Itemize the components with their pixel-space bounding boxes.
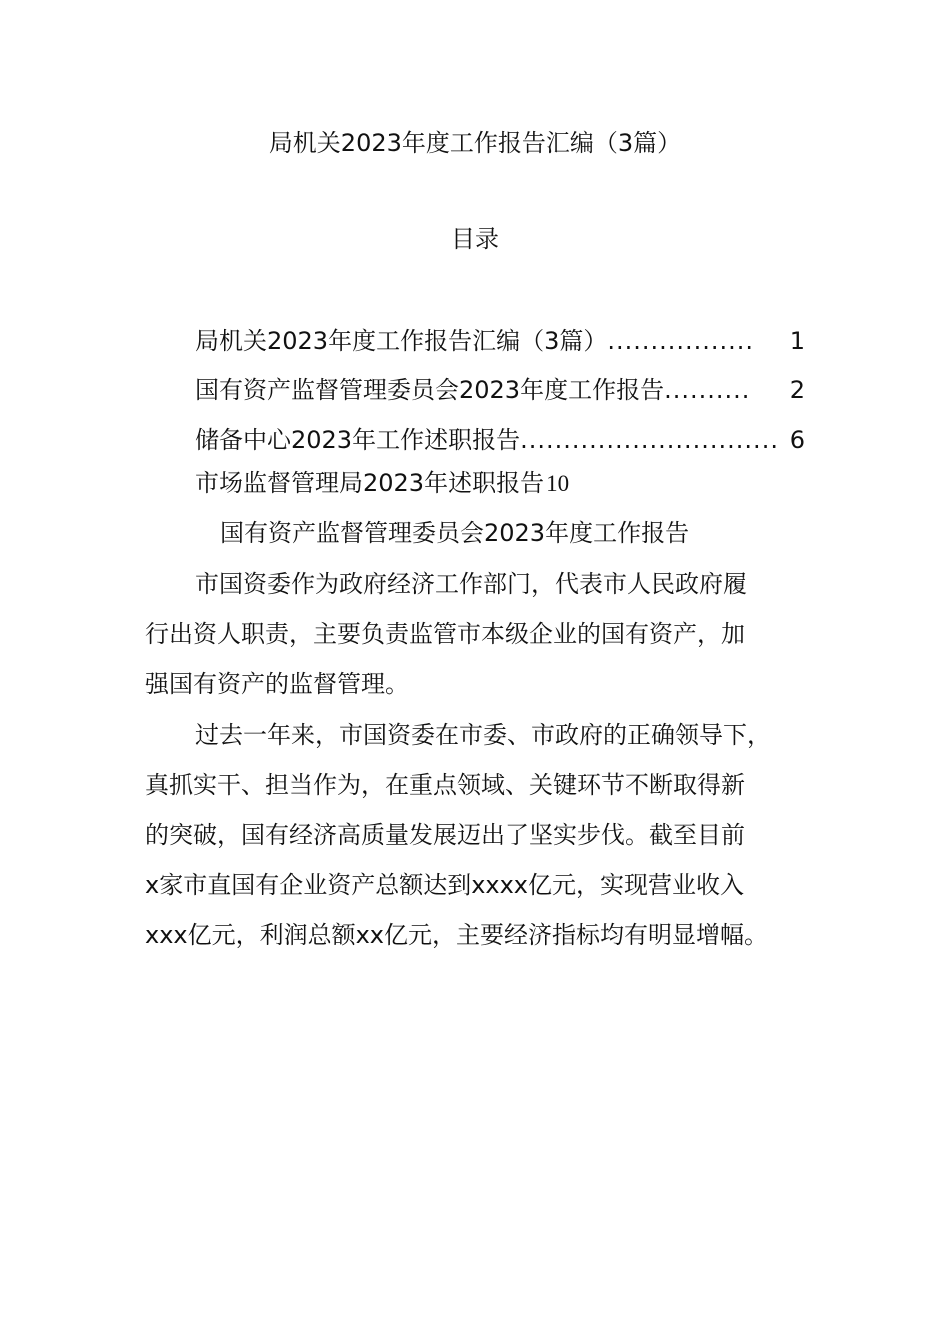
paragraph	[145, 559, 747, 709]
toc-entry-page: 2	[789, 376, 805, 404]
paragraph-line: 行出资人职责，主要负责监管市本级企业的国有资产，加	[145, 620, 745, 648]
paragraph-line: 强国有资产的监督管理。	[145, 670, 409, 698]
paragraph-line: 市国资委作为政府经济工作部门，代表市人民政府履	[195, 570, 747, 598]
toc-entry[interactable]	[195, 373, 805, 407]
toc-entry-leader: .................	[607, 327, 755, 355]
toc-entry-title: 局机关2023年度工作报告汇编（3篇）	[195, 327, 608, 355]
toc-entry-leader: ..........	[664, 376, 751, 404]
document-title: 局机关2023年度工作报告汇编（3篇）	[268, 129, 682, 157]
paragraph-line: xxx亿元，利润总额xx亿元，主要经济指标均有明显增幅。	[145, 921, 769, 949]
toc-entry-leader: ..............................	[520, 426, 779, 454]
section-title: 国有资产监督管理委员会2023年度工作报告	[220, 519, 690, 547]
paragraph-line: 真抓实干、担当作为，在重点领域、关键环节不断取得新	[145, 771, 745, 799]
toc-entry-title: 储备中心2023年工作述职报告	[195, 426, 521, 454]
paragraph	[145, 710, 771, 960]
toc-entry-page: 10	[546, 471, 570, 496]
toc-entry[interactable]	[195, 466, 805, 500]
toc-entry-page: 1	[789, 327, 805, 355]
toc-entry-title: 国有资产监督管理委员会2023年度工作报告	[195, 376, 665, 404]
toc-entry-title: 市场监督管理局2023年述职报告	[195, 469, 545, 497]
toc-entry[interactable]	[195, 423, 805, 457]
paragraph-line: 过去一年来，市国资委在市委、市政府的正确领导下，	[195, 721, 771, 749]
paragraph-line: 的突破，国有经济高质量发展迈出了坚实步伐。截至目前	[145, 821, 745, 849]
paragraph-line: x家市直国有企业资产总额达到xxxx亿元，实现营业收入	[145, 871, 745, 899]
toc-entry[interactable]	[195, 324, 805, 358]
toc-heading: 目录	[451, 225, 499, 253]
toc-entry-page: 6	[789, 426, 805, 454]
